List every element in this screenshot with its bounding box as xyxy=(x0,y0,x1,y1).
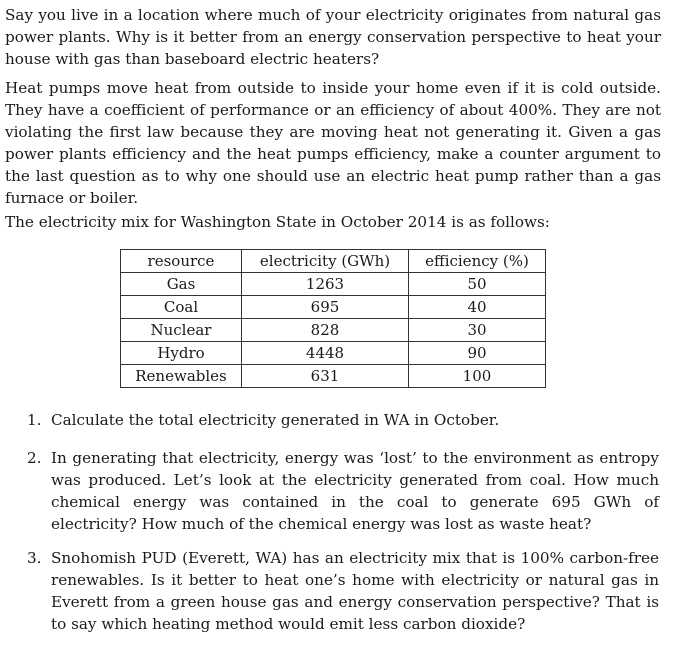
cell-efficiency: 90 xyxy=(409,342,546,365)
cell-electricity: 1263 xyxy=(242,273,409,296)
question-number: 2. xyxy=(27,449,42,467)
heat-pump-paragraph: Heat pumps move heat from outside to inside your home even if it is cold outside. They have a coefficient of performance or an efficiency of about 400%. They are not violating the first law because they are moving heat not generating it. Given a gas power plants efficiency and the heat pumps efficiency, make a counter argument to the last question as to why one should use an electric heat pump rather than a gas furnace or boiler. xyxy=(5,79,661,207)
table-header-row xyxy=(121,250,546,273)
header-efficiency: efficiency (%) xyxy=(409,250,546,273)
cell-resource: Gas xyxy=(121,273,242,296)
cell-resource: Nuclear xyxy=(121,319,242,342)
cell-electricity: 695 xyxy=(242,296,409,319)
question-number: 1. xyxy=(27,411,42,429)
table-row xyxy=(121,296,546,319)
cell-electricity: 4448 xyxy=(242,342,409,365)
cell-electricity: 828 xyxy=(242,319,409,342)
cell-electricity: 631 xyxy=(242,365,409,388)
electricity-mix-table xyxy=(120,249,546,388)
table-row xyxy=(121,319,546,342)
electricity-mix-intro: The electricity mix for Washington State in October 2014 is as follows: xyxy=(5,213,550,231)
question-text: Snohomish PUD (Everett, WA) has an electricity mix that is 100% carbon-free renewables. Is it better to heat one’s home with electricity or natural gas in Everett from a green house gas and energy conservation perspective? That is to say which heating method would emit less carbon dioxide? xyxy=(51,549,659,633)
cell-resource: Coal xyxy=(121,296,242,319)
intro-paragraph: Say you live in a location where much of your electricity originates from natural gas power plants. Why is it better from an energy conservation perspective to heat your house with gas than baseboard electric heaters? xyxy=(5,6,661,68)
cell-resource: Hydro xyxy=(121,342,242,365)
cell-efficiency: 40 xyxy=(409,296,546,319)
electricity-mix-table-wrap xyxy=(120,249,546,388)
cell-efficiency: 30 xyxy=(409,319,546,342)
table-row xyxy=(121,273,546,296)
cell-efficiency: 50 xyxy=(409,273,546,296)
cell-efficiency: 100 xyxy=(409,365,546,388)
question-text: In generating that electricity, energy was ‘lost’ to the environment as entropy was produced. Let’s look at the electricity generated from coal. How much chemical energy was contained in the coal to generate 695 GWh of electricity? How much of the chemical energy was lost as waste heat? xyxy=(51,449,659,533)
cell-resource: Renewables xyxy=(121,365,242,388)
header-electricity: electricity (GWh) xyxy=(242,250,409,273)
table-row xyxy=(121,365,546,388)
question-number: 3. xyxy=(27,549,42,567)
header-resource: resource xyxy=(121,250,242,273)
question-text: Calculate the total electricity generated in WA in October. xyxy=(51,411,500,429)
table-row xyxy=(121,342,546,365)
